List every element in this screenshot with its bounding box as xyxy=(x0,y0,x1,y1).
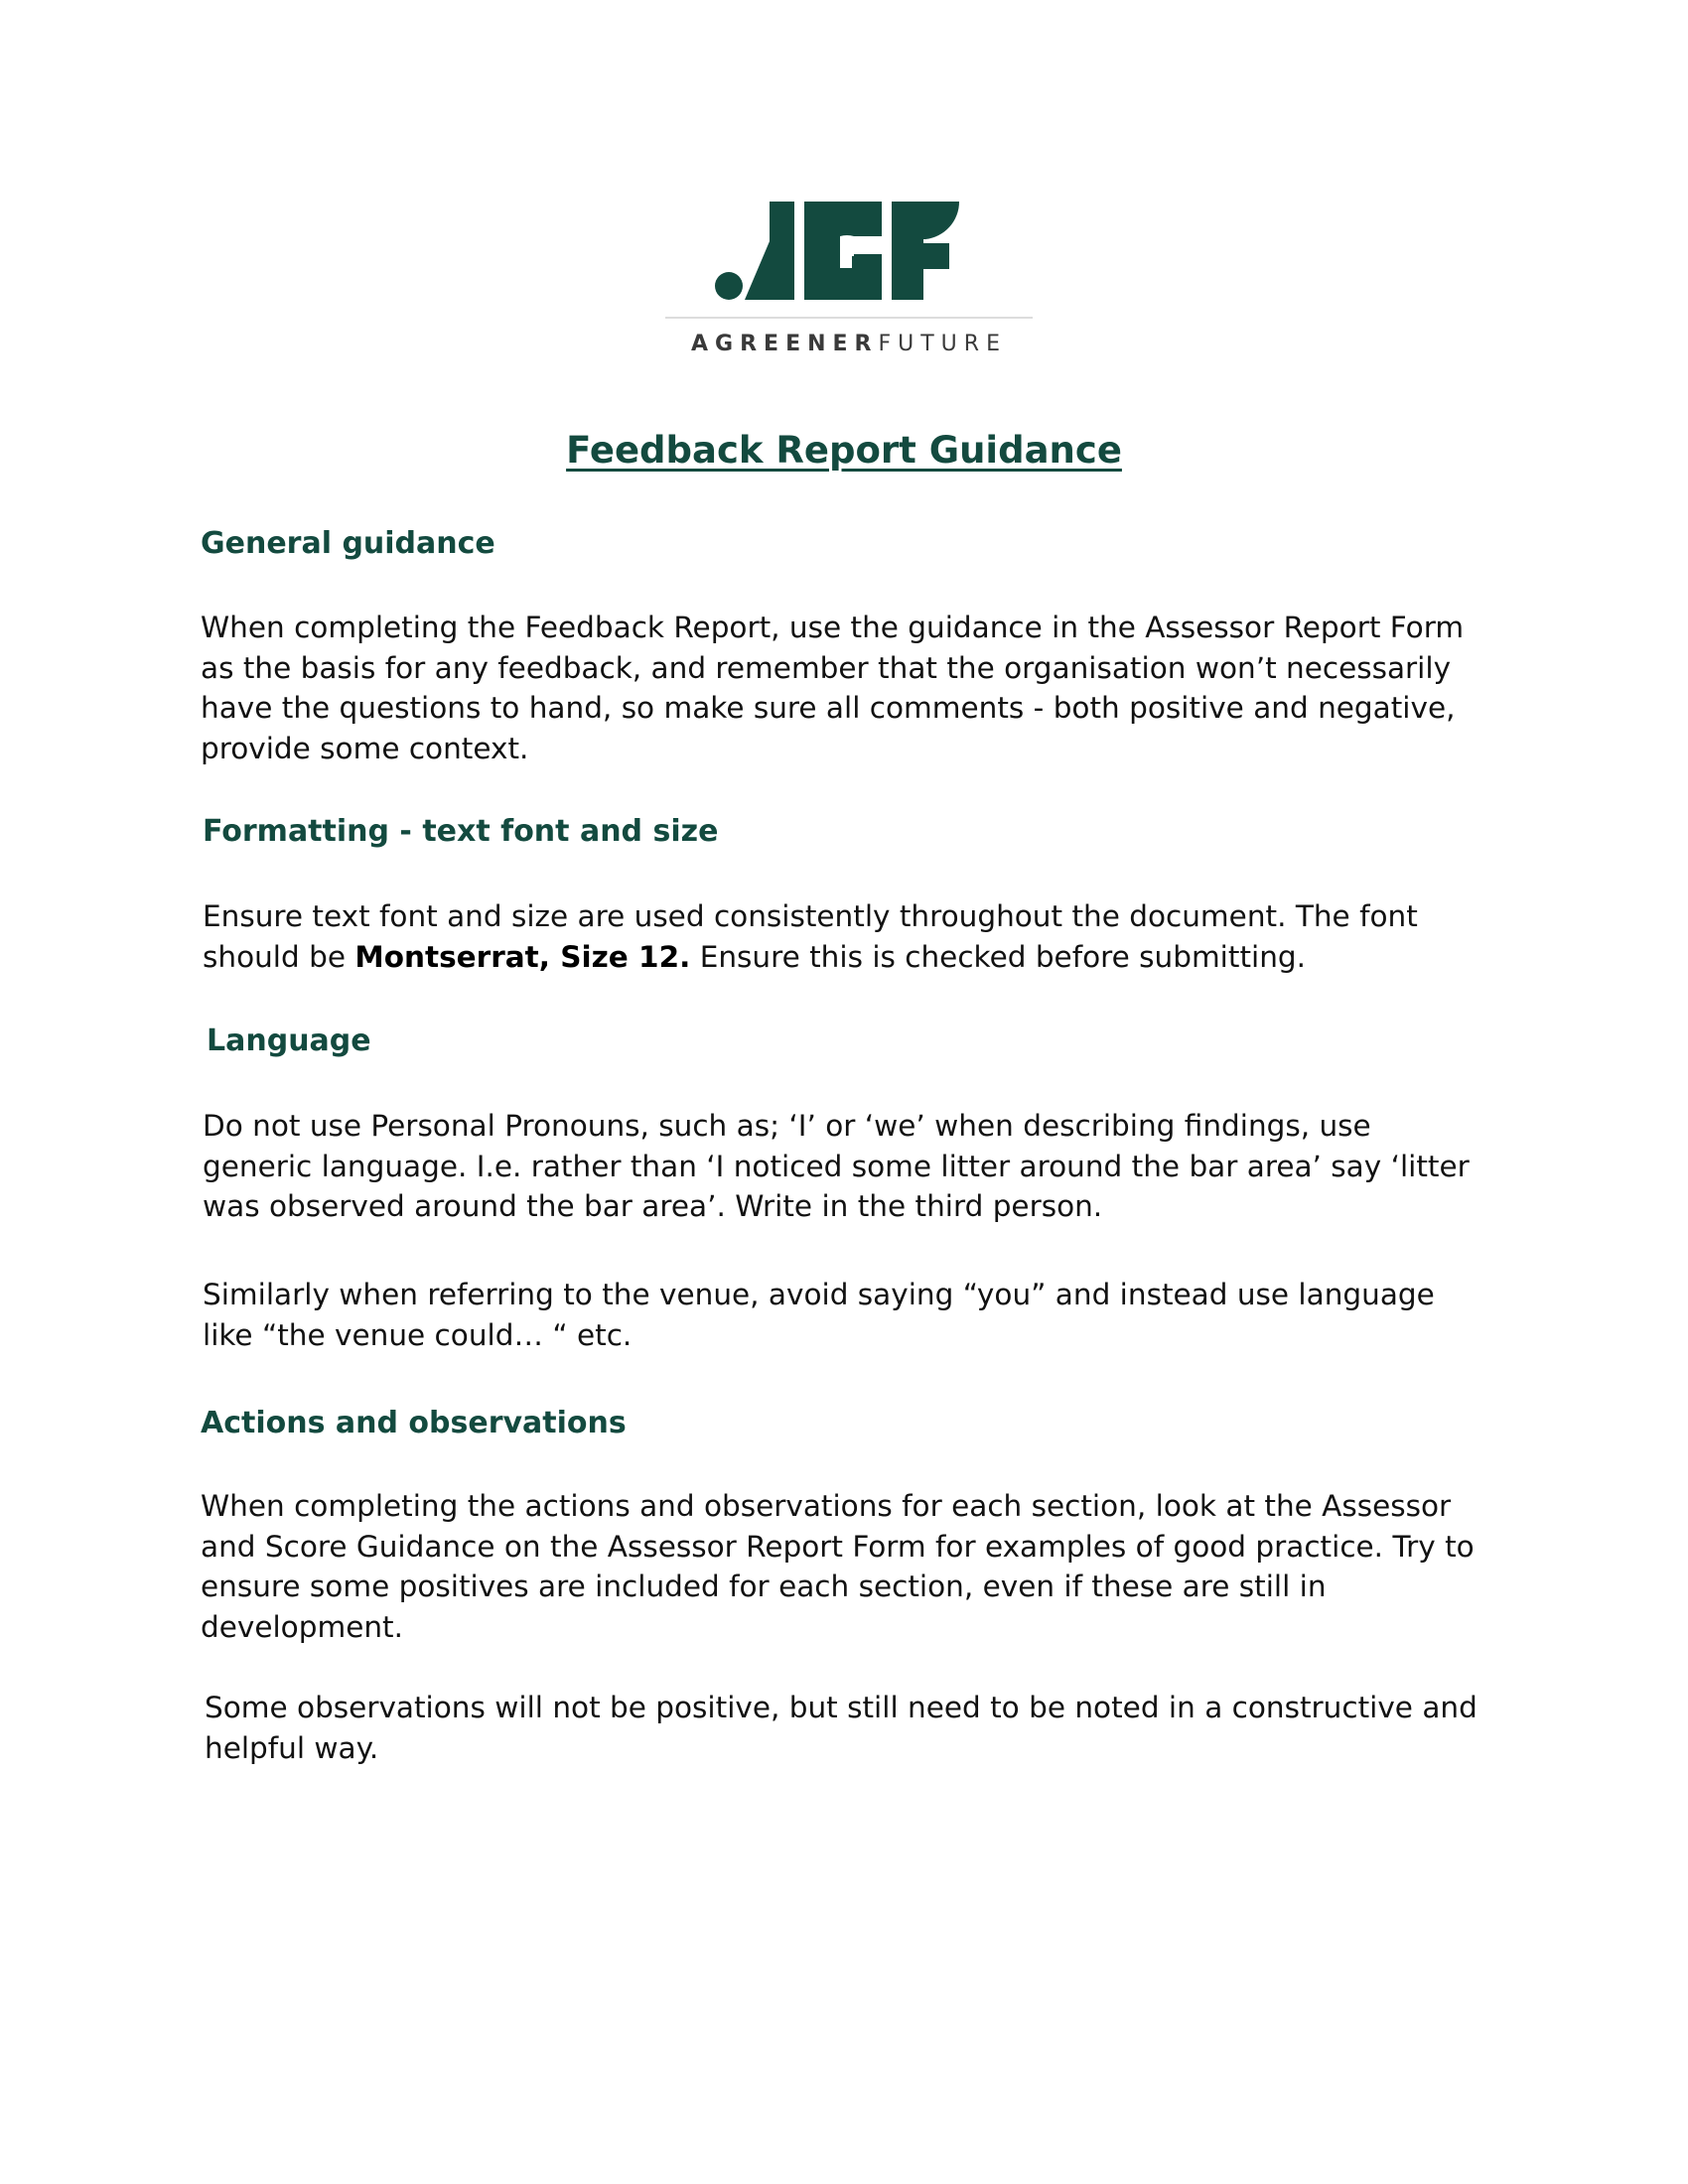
paragraph-language-venue: Similarly when referring to the venue, avoid saying “you” and instead use language like “the venue could… “ etc. xyxy=(203,1278,1435,1352)
agf-logo-mark xyxy=(665,197,1033,365)
heading-language: Language xyxy=(207,1024,371,1058)
formatting-text-after: Ensure this is checked before submitting. xyxy=(690,939,1307,974)
paragraph-language-pronouns: Do not use Personal Pronouns, such as; ‘I’ or ‘we’ when describing findings, use generic language. I.e. rather than ‘I noticed some litter around the bar area’ say ‘litter was observed around the bar area’. Write in the third person. xyxy=(203,1109,1470,1223)
svg-text:AGREENERFUTURE: AGREENERFUTURE xyxy=(691,332,1007,356)
heading-formatting: Formatting - text font and size xyxy=(203,814,719,849)
formatting-font-spec: Montserrat, Size 12. xyxy=(354,939,691,974)
paragraph-actions-constructive: Some observations will not be positive, but still need to be noted in a constructive and helpful way. xyxy=(205,1691,1477,1765)
heading-actions-observations: Actions and observations xyxy=(201,1406,627,1440)
agf-logo xyxy=(665,197,1033,365)
paragraph-general-guidance: When completing the Feedback Report, use the guidance in the Assessor Report Form as the basis for any feedback, and remember that the organisation won’t necessarily have the questions to hand, so make sure all comments - both positive and negative, provide some context. xyxy=(201,611,1465,765)
paragraph-formatting xyxy=(203,896,1483,977)
formatting-text-before: Ensure text font and size are used consistently throughout the document. The font should be xyxy=(203,899,1418,974)
heading-general-guidance: General guidance xyxy=(201,526,495,561)
paragraph-actions-guidance: When completing the actions and observations for each section, look at the Assessor and Score Guidance on the Assessor Report Form for examples of good practice. Try to ensure some positives are included for each section, even if these are still in development. xyxy=(201,1489,1475,1644)
page-title: Feedback Report Guidance xyxy=(566,429,1122,472)
